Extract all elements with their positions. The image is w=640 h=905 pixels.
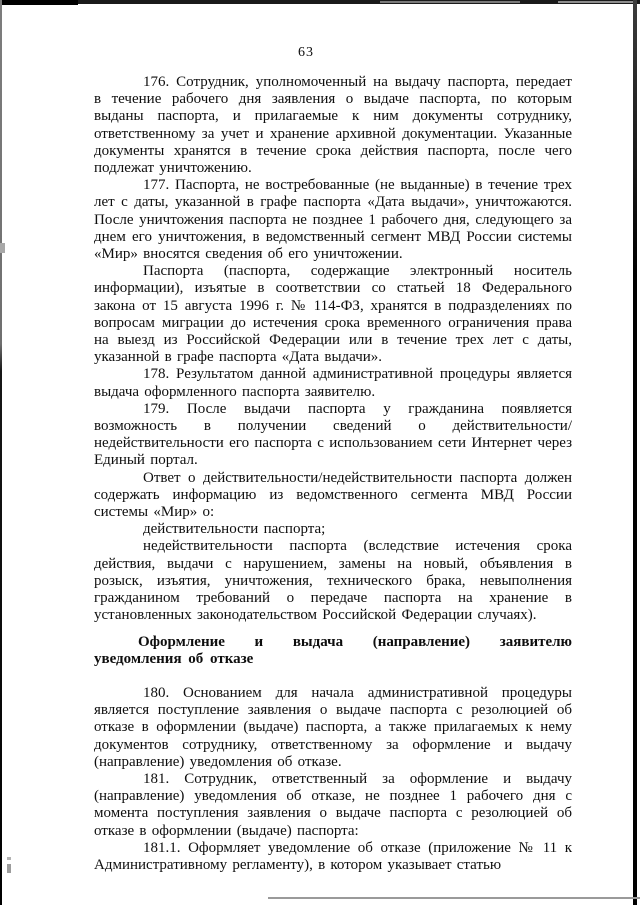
paragraph-passports-seized: Паспорта (паспорта, содержащие электронный носитель информации), изъятые в соответствии со статьей 18 Федерального закона от 15 августа 1996 г. № 114-ФЗ, хранятся в подразделениях по вопросам миграции до истечения срока временного ограничения права на выезд из Российской Федерации или в течение трех лет с даты, указанной в графе паспорта «Дата выдачи».: [94, 263, 572, 366]
section-heading-refusal-notice: Оформление и выдача (направление) заявителю уведомления об отказе: [94, 633, 572, 667]
scan-artifact-mark: [7, 857, 11, 860]
paragraph-176: 176. Сотрудник, уполномоченный на выдачу паспорта, передает в течение рабочего дня заявления о выдаче паспорта, по которым выданы паспорта, и прилагаемые к ним документы сотруднику, ответственному за учет и хранение архивной документации. Указанные документы хранятся в течение срока действия паспорта, после чего подлежат уничтожению.: [94, 74, 572, 177]
paragraph-179: 179. После выдачи паспорта у гражданина появляется возможность в получении сведений о действительности/недействительности его паспорта с использованием сети Интернет через Единый портал.: [94, 400, 572, 469]
paragraph-178: 178. Результатом данной административной процедуры является выдача оформленного паспорта заявителю.: [94, 366, 572, 400]
list-item-validity: действительности паспорта;: [143, 521, 326, 538]
paragraph-181-1: 181.1. Оформляет уведомление об отказе (приложение № 11 к Административному регламенту), в котором указывает статью: [94, 839, 572, 873]
paragraph-181: 181. Сотрудник, ответственный за оформление и выдачу (направление) уведомления об отказе, не позднее 1 рабочего дня с момента поступления заявления о выдаче паспорта с резолюцией об отказе в оформлении (выдаче) паспорта:: [94, 770, 572, 839]
scan-artifact-bottom-line: [268, 897, 640, 899]
paragraph-answer-validity: Ответ о действительности/недействительности паспорта должен содержать информацию из ведомственного сегмента МВД России системы «Мир» о:: [94, 469, 572, 521]
scan-edge-top-dark-segment: [0, 0, 78, 5]
scan-edge-right: [633, 0, 637, 905]
scan-artifact-mark-3: [0, 243, 5, 253]
scan-edge-top-gray-segment-2: [558, 1, 634, 3]
text-column: [94, 44, 572, 874]
paragraph-180: 180. Основанием для начала административной процедуры является поступление заявления о выдаче паспорта с резолюцией об отказе в оформлении (выдаче) паспорта, а также прилагаемых к нему документов сотруднику, ответственному за оформление и выдачу (направление) уведомления об отказе.: [94, 684, 572, 770]
paragraph-177: 177. Паспорта, не востребованные (не выданные) в течение трех лет с даты, указанной в графе паспорта «Дата выдачи», уничтожаются. После уничтожения паспорта не позднее 1 рабочего дня, следующего за днем его уничтожения, в ведомственный сегмент МВД России системы «Мир» вносятся сведения об его уничтожении.: [94, 177, 572, 263]
scan-edge-top: [0, 0, 640, 4]
page-number: 63: [298, 45, 314, 60]
scan-artifact-mark-2: [7, 864, 11, 873]
scan-edge-left: [0, 0, 2, 905]
scan-edge-top-gray-segment: [380, 1, 520, 3]
list-item-invalidity: недействительности паспорта (вследствие истечения срока действия, выдачи с нарушением, замены на новый, объявления в розыск, изъятия, уничтожения, технического брака, невыполнения гражданином требований о передаче паспорта на хранение в установленных законодательством Российской Федерации случаях).: [94, 538, 572, 624]
